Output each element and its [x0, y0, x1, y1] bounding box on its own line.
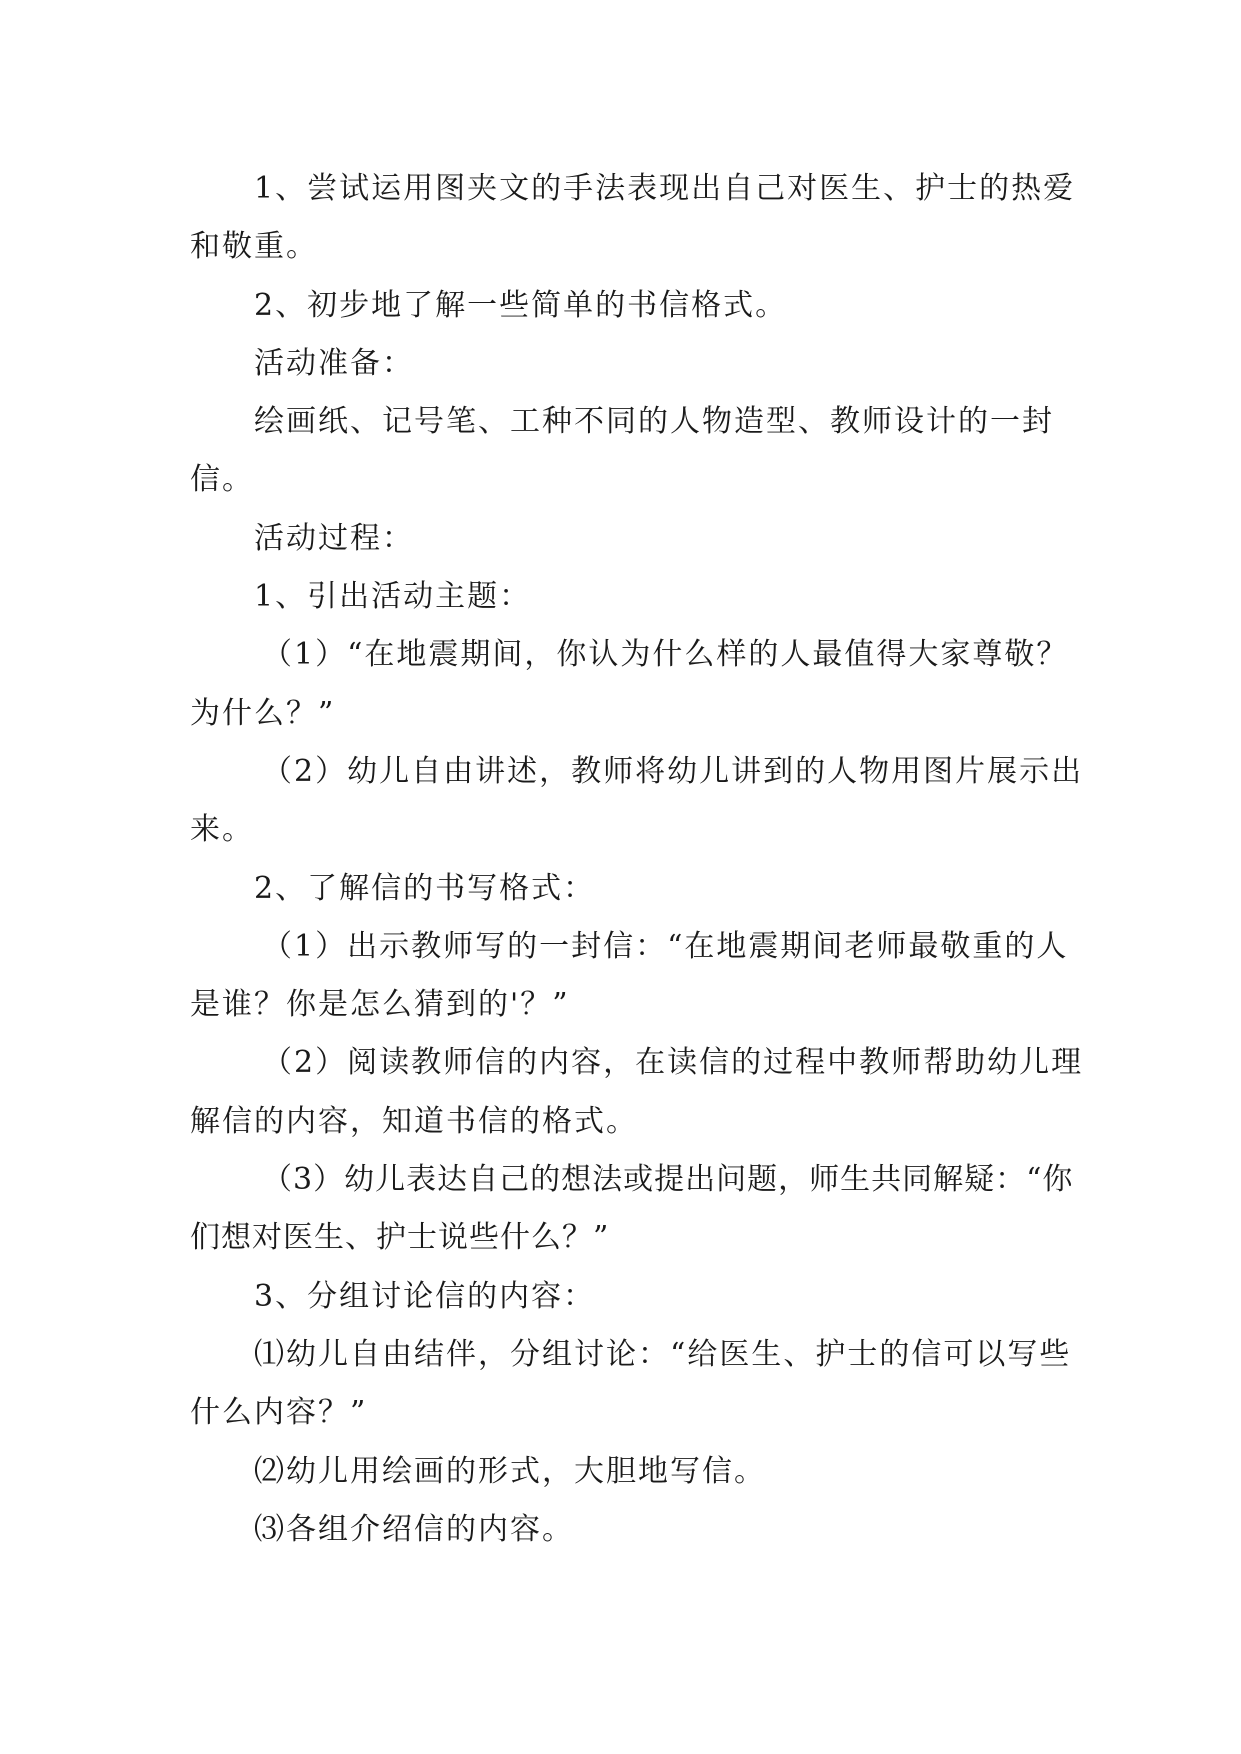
- heading-activity-preparation: 活动准备：: [254, 345, 414, 381]
- step-3-item-1: ⑴幼儿自由结伴，分组讨论：“给医生、护士的信可以写些什么内容？”: [190, 1336, 1072, 1431]
- step-2-item-2: （2）阅读教师信的内容，在读信的过程中教师帮助幼儿理解信的内容，知道书信的格式。: [190, 1045, 1084, 1139]
- step-3-item-2: ⑵幼儿用绘画的形式，大胆地写信。: [254, 1453, 766, 1489]
- paragraph-materials: 绘画纸、记号笔、工种不同的人物造型、教师设计的一封信。: [190, 404, 1054, 498]
- paragraph-goal-1: 1、尝试运用图夹文的手法表现出自己对医生、护士的热爱和敬重。: [190, 171, 1076, 265]
- step-1-heading: 1、引出活动主题：: [254, 579, 532, 615]
- step-1-item-1: （1）“在地震期间，你认为什么样的人最值得大家尊敬？为什么？”: [190, 637, 1069, 731]
- document-body: [190, 160, 1085, 1559]
- paragraph-goal-2: 2、初步地了解一些简单的书信格式。: [254, 287, 788, 323]
- step-1-item-2: （2）幼儿自由讲述，教师将幼儿讲到的人物用图片展示出来。: [190, 753, 1084, 848]
- step-3-heading: 3、分组讨论信的内容：: [254, 1278, 596, 1314]
- step-3-item-3: ⑶各组介绍信的内容。: [254, 1511, 574, 1547]
- step-2-item-3: （3）幼儿表达自己的想法或提出问题，师生共同解疑：“你们想对医生、护士说些什么？”: [190, 1162, 1074, 1256]
- heading-activity-process: 活动过程：: [254, 520, 414, 556]
- step-2-item-1: （1）出示教师写的一封信：“在地震期间老师最敬重的人是谁？你是怎么猜到的'？”: [190, 928, 1069, 1023]
- step-2-heading: 2、了解信的书写格式：: [254, 870, 596, 906]
